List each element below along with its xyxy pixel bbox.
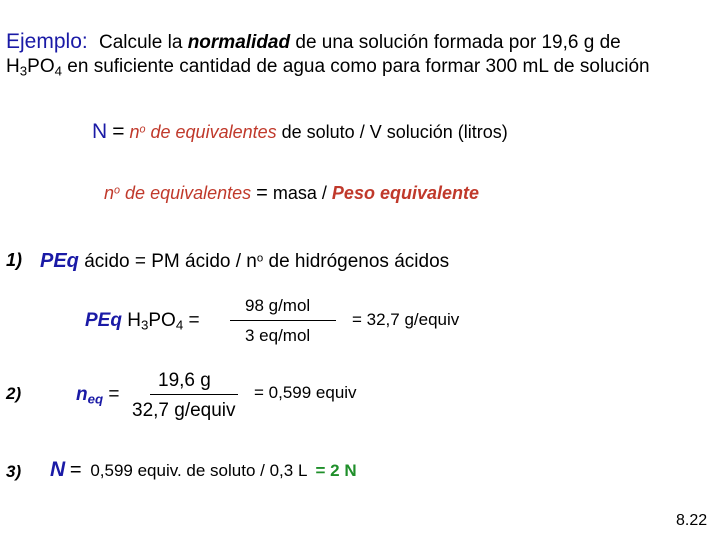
problem-text-1: Calcule la normalidad de una solución formada por 19,6 g de: [98, 32, 621, 53]
normalidad-word: normalidad: [187, 32, 291, 53]
step-3-text: 0,599 equiv. de soluto / 0,3 L: [90, 461, 307, 480]
step-2-equals: =: [108, 384, 120, 405]
formula-equivalents: [104, 182, 479, 205]
step-3-number: 3): [6, 462, 22, 481]
neq-equals: =: [256, 182, 268, 204]
step-1-definition: [40, 250, 449, 273]
step-3-equals: =: [69, 459, 82, 481]
formula-n-numerator: $n^o$ de equivalentes: [129, 122, 277, 142]
slide-number: 8.22: [676, 512, 708, 529]
peq-label: PEq: [40, 250, 79, 272]
problem-line-1: [6, 30, 621, 54]
neq-peso-equivalente: Peso equivalente: [331, 183, 479, 203]
peq-calc-compound: $H_3PO_4$ =: [127, 310, 200, 333]
peq-definition-text: ácido = PM ácido / $n^o$ de hidrógenos ácidos: [84, 251, 450, 272]
step-1-fraction-line: [230, 320, 336, 321]
step-1-number: 1): [6, 250, 23, 270]
peq-calc-label: PEq: [85, 310, 122, 331]
step-1-denominator: 3 eq/mol: [245, 326, 311, 345]
step-1-result: = 32,7 g/equiv: [352, 310, 460, 329]
formula-n-rest: de soluto / V solución (litros): [281, 122, 508, 142]
step-1-numerator: 98 g/mol: [245, 296, 311, 315]
neq-label: $n^o$ de equivalentes: [104, 183, 252, 203]
formula-n-equals: =: [112, 120, 125, 143]
example-label: Ejemplo:: [6, 30, 88, 53]
step-2-symbol: [76, 384, 120, 406]
step-2-denominator: 32,7 g/equiv: [132, 400, 236, 421]
formula-n-symbol: N: [92, 120, 108, 143]
step-2-numerator: 19,6 g: [158, 370, 211, 391]
step-2-result: = 0,599 equiv: [254, 383, 357, 402]
neq-masa: masa /: [272, 183, 327, 203]
step-2-fraction-line: [150, 394, 238, 395]
step-3-line: [50, 458, 357, 482]
step-1-calc-left: [85, 310, 200, 332]
formula-normality: [92, 120, 508, 144]
step-3-symbol: N: [50, 458, 66, 481]
step-3-result: = 2 N: [315, 461, 357, 480]
step-2-number: 2): [6, 384, 22, 403]
problem-line-2: $H_3PO_4$ en suficiente cantidad de agua como para formar 300 mL de solución: [6, 56, 650, 79]
neq-symbol: $n_{eq}$: [76, 384, 104, 407]
